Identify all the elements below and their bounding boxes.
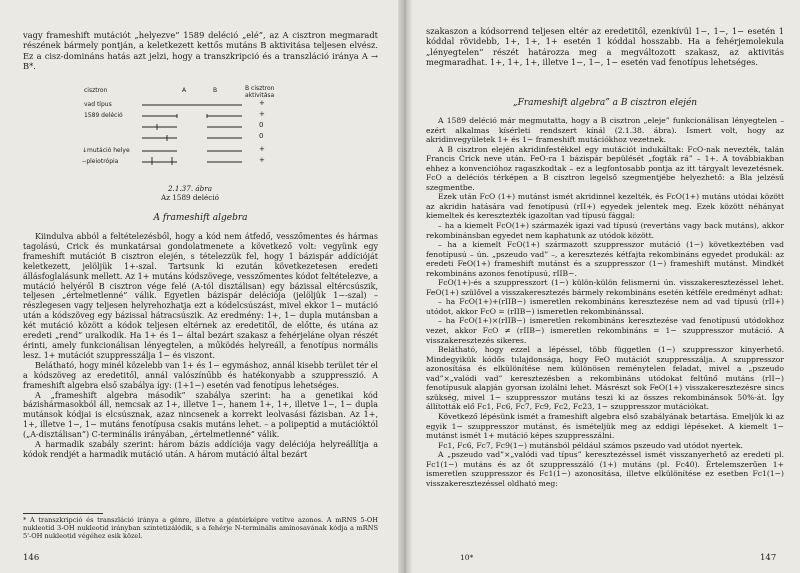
- figure-caption-title: Az 1589 deléció: [161, 193, 219, 202]
- figure-activity-value: +: [259, 99, 265, 107]
- figure-caption-number: 2.1.37. ábra: [167, 184, 213, 193]
- figure-activity-value: 0: [259, 121, 264, 129]
- section-heading-b-cistron: „Frameshift algebra” a B cisztron elején: [512, 98, 698, 108]
- figure-activity-value: +: [259, 156, 265, 164]
- figure-activity-value: 0: [259, 132, 264, 140]
- figure-gene-lines: [82, 85, 322, 185]
- left-page: [0, 0, 398, 573]
- paragraph: Következő lépésünk ismét a frameshift algebra első szabályának betartása. Emeljük ki az egyik 1− szuppresszor mutánst, és ismételjük meg az eddigi lépéseket. A kiemelt 1− mutánst ismét 1+ mutáció képes szuppresszálni.: [426, 411, 784, 441]
- paragraph: FcO(1+)-és a szuppresszort (1−) külön-külön felismerni ún. visszakeresztezéssel lehet. FeO(1+) szülővel a visszakeresztezés bármely rekombináns esetén kétféle eredményt adhat:: [426, 278, 784, 297]
- figure-activity-value: +: [259, 145, 265, 153]
- paragraph: – ha a kiemelt FcO(1+) származék igazi vad típusú (revertáns vagy back mutáns), akkor rekombinánsban egyedet nem kaphatunk az utódok között.: [426, 221, 784, 240]
- right-intro: szakaszon a kódsorrend teljesen eltér az eredetitől, ezenkívül 1−, 1−, 1− esetén 1 kóddal rövidebb, 1+, 1+, 1+ esetén 1 kóddal hosszabb. Ha a fehérjemolekula „lényegtelen” részét határozza meg a megváltozott szakasz, az aktivitás megmaradhat. 1+, 1+, 1+, illetve 1−, 1−, 1− esetén vad fenotípus lehetséges.: [426, 26, 784, 68]
- paragraph: Fc1, Fc6, Fc7, Fc9(1−) mutánsból például számos pszeudo vad utódot nyertek.: [438, 440, 743, 450]
- footnote-divider: [23, 513, 103, 514]
- page-number-left: 146: [23, 553, 40, 563]
- figure-row-label: 1589 deléció: [84, 112, 123, 119]
- page-number-right: 147: [760, 553, 777, 563]
- paragraph: A „pszeudo vad”×„valódi vad típus” keresztezéssel ismét visszanyerhető az eredeti pl. Fc1(1−) mutáns és az őt szuppresszáló (1+) mutáns (pl. Fc40). Értelemszerűen 1+ ismeretlen szuppresszor és Fc1(1−) azonosítása, illetve elkülönítése ez esetben Fc1(1−) visszakeresztezéssel oldható meg:: [426, 450, 784, 488]
- footnote: * A transzkripció és transzláció iránya a génre, illetve a géntérképre vetítve azonos. A mRNS 5-OH nukleotid 3-OH nukleotid irányban szintetizálódik, s a fehérje N-terminális aminosavának kódja a mRNS 5'-OH nukleotid végéhez esik közel.: [23, 516, 378, 541]
- paragraph: Belátható, hogy minél közelebb van 1+ és 1− egymáshoz, annál kisebb terület tér el a kódszöveg az eredetitől, annál valószínűbb és hatékonyabb a szuppresszió. A frameshift algebra első szabálya így: (1+1−) esetén vad fenotípus lehetséges.: [23, 360, 378, 390]
- left-intro: vagy frameshift mutációt „helyezve” 1589 deléció „elé”, az A cisztron megmaradt részének bármely pontján, a keletkezett kettős mutáns B aktivitása teljesen elvész. Ez a cisz-domináns hatás azt jelzi, hogy a transzkripció és a transzláció iránya A → B*.: [23, 30, 378, 72]
- paragraph: A B cisztron elején akridinfestékkel egy mutációt indukáltak: FcO-nak nevezték, talán Francis Crick neve után. FeO-ra 1 bázispár bepülését „fogták rá” – 1+. A továbbiakban ehhez a konvencióhoz ragaszkodtak – ez a legfontosabb pontja az itt tárgyalt levezetésnek. FcO a deléciós térképen a B cisztron legelső szegmentjébe helyezhető: a Bla jelzésű szegmentbe.: [426, 144, 784, 192]
- figure-row-label: --pleiotrópia: [82, 158, 119, 165]
- right-body: [426, 116, 784, 488]
- section-heading-frameshift-algebra: A frameshift algebra: [153, 213, 248, 223]
- paragraph: – ha a kiemelt FcO(1+) származott szuppresszor mutáció (1−) következtében vad fenotípusú – ún. „pszeudo vad” –, a keresztezés kétfajta rekombináns egyedet produkál: az eredeti FeO(1+) frameshift mutánst és a szuppresszor (1−) frameshift mutánst. Mindkét rekombináns azonos fenotípusú, rIIB−.: [426, 240, 784, 278]
- paragraph: Kiindulva abból a feltételezésből, hogy a kód nem átfedő, vesszőmentes és hármas tagolású, Crick és munkatársai gondolatmenete a következő volt: vegyünk egy frameshift mutációt B cisztron elején, s tételezzük fel, hogy 1 bázispár addícióját keletkezett, jelöljük 1+-szal. Tartsunk ki ezután következetesen eredeti állásfoglalásunk mellett. Az 1+ mutáns kódszövege, vesszőmentes kódot feltételezve, a mutáció helyéről B cisztron vége felé (A-tól disztálisan) egy bázissal eltércsúszik, teljesen „értelmetlenné” válik. Egyetlen bázispár deléciója (jelöljük 1−-szal) – részlegesen vagy teljesen helyrehozhatja ezt a kódelcsúszást, mivel ekkor 1− mutáció után a kódszöveg egy bázissal hátracsúszik. Az eredmény: 1+, 1− dupla mutánsban a két mutáció között a kódok teljesen eltérnek az eredetitől, de előtte, és utána az eredeti „rend” uralkodik. Ha 1+ és 1− által bezárt szakasz a fehérjeláne olyan részét érinti, amely funkcionálisan lényegtelen, a működés helyreáll, a fenotípus normális lesz. 1+ mutációt szuppresszálja 1− és viszont.: [23, 232, 378, 360]
- paragraph: – ha FcO(1+)+(rIIB−) ismeretlen rekombináns keresztezése nem ad vad típusú (rII+) utódot, akkor FcO = (rIIB−) ismeretlen rekombinánssal.: [426, 297, 784, 316]
- paragraph: A 1589 deléció már megmutatta, hogy a B cisztron „eleje” funkcionálisan lényegtelen – ezért alkalmas kísérleti rendszert kínál (2.1.38. ábra). Ismert volt, hogy az akridinvegyületek 1+ és 1− frameshift mutációkhoz vezetnek.: [426, 116, 784, 145]
- paragraph: A „frameshift algebra második” szabálya szerint: ha a genetikai kód bázishármasokból áll, nemcsak az 1+, illetve 1−, hanem 1+, 1+, illetve 1−, 1− dupla mutánsok kódjai is elcsúsznak, azaz nincsenek a korrekt leolvasási fázisban. Az 1+, 1+, illetve 1−, 1− mutáns fenotípusa csakis mutáns lehet. – a polipeptid a mutációktól („A-disztálisan”) C-terminális irányában, „értelmetlenné” válik.: [23, 390, 378, 440]
- figure-row-label: vad típus: [84, 101, 112, 108]
- figure-activity-value: +: [259, 110, 265, 118]
- figure-col-a: A: [182, 87, 187, 94]
- figure-col-cistron: cisztron: [84, 87, 108, 94]
- paragraph: Ezek után FcO (1+) mutánst ismét akridinnel kezelték, és FcO(1+) mutáns utódai között az akridin hatására vad fenotípusú (rII+) egyedek jelentek meg. Ezek között néhányat kiemeltek és keresztezték igazoltan vad típusú fággal:: [426, 192, 784, 221]
- paragraph: – ha FcO(1+)×(rIIB−) ismeretlen rekombináns keresztezése vad fenotípusú utódokhoz vezet, akkor FcO ≠ (rIIB−) ismeretlen rekombináns = 1− szuppresszor mutáció. A visszakeresztezés sikeres.: [426, 316, 784, 345]
- figure-row-label: ↓mutáció helye: [82, 147, 130, 154]
- paragraph: A harmadik szabály szerint: három bázis addíciója vagy deléciója helyreállítja a kódok rendjét a harmadik mutáció után. A három mutáció által bezárt: [23, 440, 378, 459]
- figure-col-activity: B cisztron aktivitása: [245, 85, 275, 99]
- figure-1589-deletion: [82, 85, 322, 185]
- book-gutter: [398, 0, 412, 573]
- figure-caption: [100, 184, 280, 202]
- right-page: [412, 0, 800, 573]
- figure-col-b: B: [213, 87, 218, 94]
- signature-mark: 10*: [460, 553, 474, 562]
- left-body: [23, 232, 378, 460]
- paragraph: Belátható, hogy ezzel a lépéssel, több független (1−) szuppresszor kinyerhető. Mindegyikük kódős tulajdonsága, hogy FeO mutációt szuppresszálja. A szuppresszor azonosítása és elkülönítése nem különösen reménytelen feladat, mivel a „pszeudo vad”×„valódi vad” keresztezésben a rekombináns utódokat feltűnő mutáns (rII−) fenotípusuk alapján gyorsan izolálni lehet. Másrészt sok FeO(1+) visszakeresztezésre sincs szükség, mivel 1− szuppresszor mutáns teszi ki az összes rekombinánsok 50%-át. Így állították elő Fc1, Fc6, Fc7, Fc9, Fc2, Fc23, 1− szuppresszor mutációkat.: [426, 345, 784, 412]
